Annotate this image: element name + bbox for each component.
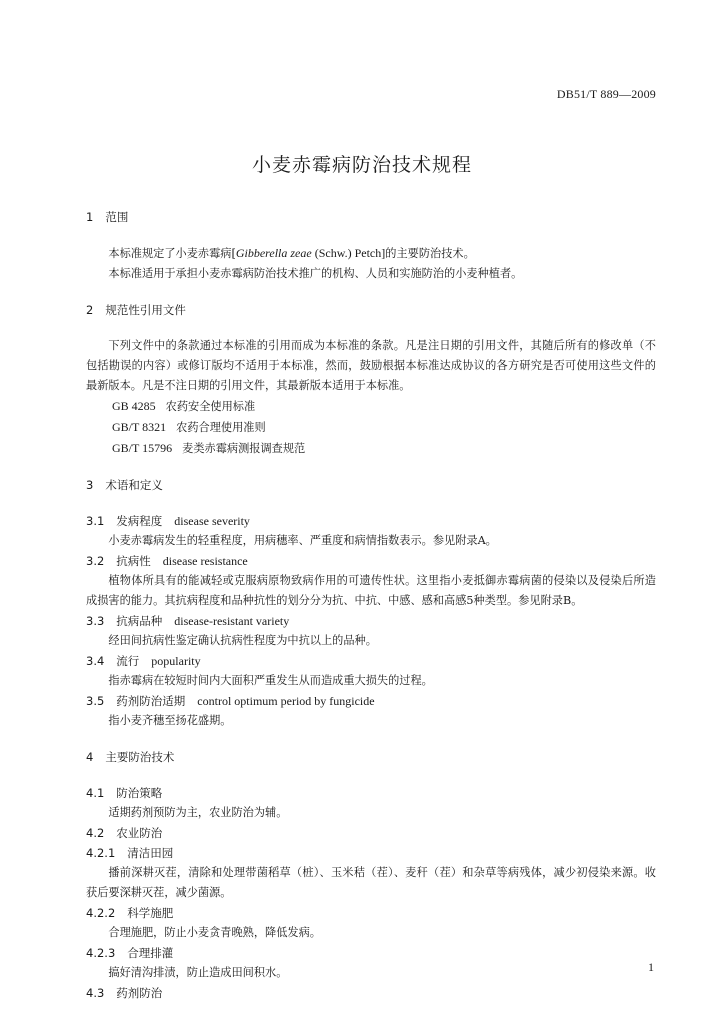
subsection-heading-4-1: 4.1 防治策略: [86, 786, 163, 800]
term-definition-3-1: 小麦赤霉病发生的轻重程度，用病穗率、严重度和病情指数表示。参见附录A。: [108, 534, 497, 547]
paragraph-4-2-2: 合理施肥，防止小麦贪青晚熟，降低发病。: [108, 926, 321, 939]
document-body: [86, 207, 656, 1003]
term-heading-3-1: 3.1 发病程度 disease severity: [86, 514, 250, 528]
reference-item: GB 4285 农药安全使用标准: [112, 399, 256, 413]
subsection-heading-4-2-1: 4.2.1 清洁田园: [86, 846, 174, 860]
scope-paragraph-2: 本标准适用于承担小麦赤霉病防治技术推广的机构、人员和实施防治的小麦种植者。: [108, 267, 523, 280]
section-heading-2: 2 规范性引用文件: [86, 303, 186, 317]
section-heading-1: 1 范围: [86, 210, 129, 224]
paragraph-4-2-3: 搞好清沟排渍，防止造成田间积水。: [108, 966, 288, 979]
term-definition-3-2: 植物体所具有的能减轻或克服病原物致病作用的可遗传性状。这里指小麦抵御赤霉病菌的侵染以及侵染后所造成损害的能力。其抗病程度和品种抗性的划分分为抗、中抗、中感、感和高感5种类型。参见附录B。: [86, 574, 656, 607]
subsection-heading-4-2-3: 4.2.3 合理排灌: [86, 946, 174, 960]
subsection-heading-4-2-2: 4.2.2 科学施肥: [86, 906, 174, 920]
term-definition-3-3: 经田间抗病性鉴定确认抗病性程度为中抗以上的品种。: [108, 634, 377, 647]
term-definition-3-4: 指赤霉病在较短时间内大面积严重发生从而造成重大损失的过程。: [108, 674, 433, 687]
term-heading-3-4: 3.4 流行 popularity: [86, 654, 201, 668]
term-heading-3-3: 3.3 抗病品种 disease-resistant variety: [86, 614, 290, 628]
normative-references-paragraph: 下列文件中的条款通过本标准的引用而成为本标准的条款。凡是注日期的引用文件，其随后所有的修改单（不包括勘误的内容）或修订版均不适用于本标准，然而，鼓励根据本标准达成协议的各方研究是否可使用这些文件的最新版本。凡是不注日期的引用文件，其最新版本适用于本标准。: [86, 339, 656, 392]
scope-paragraph-1: 本标准规定了小麦赤霉病[Gibberella zeae (Schw.) Petch]的主要防治技术。: [108, 246, 475, 260]
document-title: 小麦赤霉病防治技术规程: [251, 154, 472, 176]
paragraph-4-1: 适期药剂预防为主，农业防治为辅。: [108, 806, 288, 819]
section-heading-3: 3 术语和定义: [86, 478, 163, 492]
term-heading-3-5: 3.5 药剂防治适期 control optimum period by fungicide: [86, 694, 375, 708]
term-heading-3-2: 3.2 抗病性 disease resistance: [86, 554, 248, 568]
page-number: 1: [648, 960, 654, 974]
section-heading-4: 4 主要防治技术: [86, 750, 175, 764]
reference-item: GB/T 8321 农药合理使用准则: [112, 420, 266, 434]
term-definition-3-5: 指小麦齐穗至扬花盛期。: [108, 714, 232, 727]
document-code: DB51/T 889—2009: [556, 87, 656, 101]
paragraph-4-2-1: 播前深耕灭茬，清除和处理带菌稻草（桩）、玉米秸（茬）、麦秆（茬）和杂草等病残体，减少初侵染来源。收获后要深耕灭茬，减少菌源。: [86, 866, 656, 899]
reference-item: GB/T 15796 麦类赤霉病测报调查规范: [112, 441, 306, 455]
subsection-heading-4-3: 4.3 药剂防治: [86, 986, 163, 1000]
subsection-heading-4-2: 4.2 农业防治: [86, 826, 163, 840]
